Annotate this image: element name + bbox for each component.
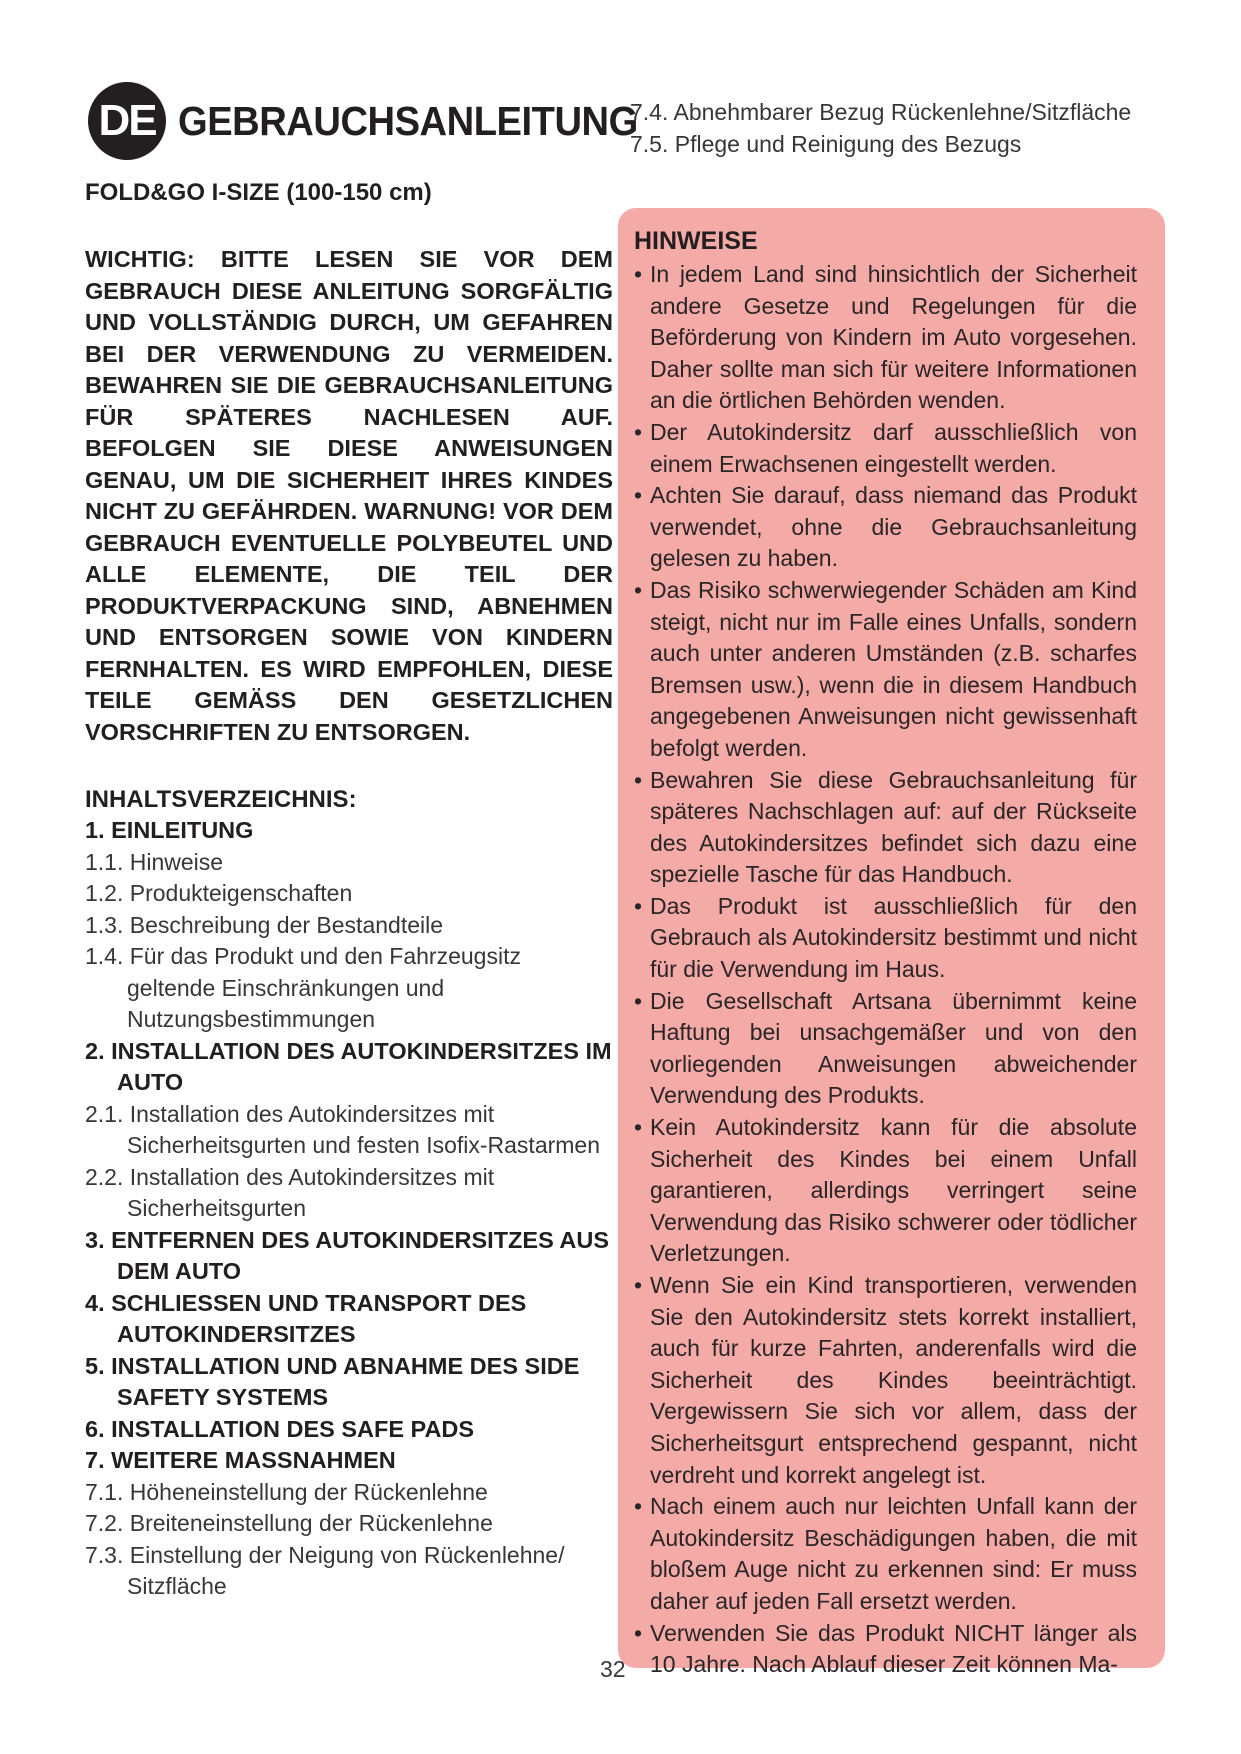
- notice-item-text: Verwenden Sie das Produkt NICHT länger als 10 Jahre. Nach Ablauf dieser Zeit können Ma-: [650, 1619, 1137, 1678]
- page-header: [88, 82, 672, 160]
- notice-item-text: Nach einem auch nur leichten Unfall kann der Autokindersitz Beschädigungen haben, die mit bloßem Auge nicht zu erkennen sind: Er muss daher auf jeden Fall ersetzt werden.: [650, 1493, 1137, 1614]
- notice-item: [634, 986, 1137, 1112]
- notice-box: [618, 208, 1165, 1678]
- notice-item-text: Der Autokindersitz darf ausschließlich von einem Erwachsenen eingestellt werden.: [650, 418, 1137, 477]
- bullet-icon: •: [634, 482, 643, 509]
- toc-subsection: 1.1. Hinweise: [85, 848, 224, 875]
- left-column: [85, 178, 613, 1603]
- toc-title: INHALTSVERZEICHNIS:: [85, 786, 357, 813]
- page-title: GEBRAUCHSANLEITUNG: [178, 97, 638, 144]
- toc-section: 3. ENTFERNEN DES AUTOKINDERSITZES AUS DEM AUTO: [85, 1226, 610, 1284]
- bullet-icon: •: [634, 1493, 643, 1520]
- notice-item: [634, 480, 1137, 575]
- notice-list: [634, 259, 1137, 1681]
- notice-item: [634, 1491, 1137, 1617]
- bullet-icon: •: [634, 576, 643, 603]
- notice-item: [634, 1618, 1137, 1681]
- toc-section: 4. SCHLIESSEN UND TRANSPORT DES AUTOKINDERSITZES: [85, 1289, 527, 1347]
- toc-continuation: [630, 97, 1150, 160]
- notice-title: HINWEISE: [634, 227, 758, 255]
- table-of-contents: [85, 815, 613, 1603]
- notice-item-text: Das Produkt ist ausschließlich für den Gebrauch als Autokindersitz bestimmt und nicht für die Verwendung im Haus.: [650, 892, 1137, 983]
- toc-subsection: 7.2. Breiteneinstellung der Rückenlehne: [85, 1510, 493, 1536]
- page-number: 32: [600, 1656, 626, 1682]
- toc-section: 2. INSTALLATION DES AUTOKINDERSITZES IM AUTO: [85, 1037, 612, 1095]
- notice-item: [634, 417, 1137, 480]
- notice-item: [634, 575, 1137, 765]
- notice-item: [634, 765, 1137, 891]
- notice-item-text: Wenn Sie ein Kind transportieren, verwenden Sie den Autokindersitz stets korrekt installiert, auch für kurze Fahrten, anderenfalls wird die Sicherheit des Kindes beeinträchtigt. Vergewissern Sie sich vor allem, dass der Sicherheitsgurt entsprechend gespannt, nicht verdreht und korrekt angelegt ist.: [650, 1272, 1137, 1488]
- toc-subsection: 1.3. Beschreibung der Bestandteile: [85, 911, 444, 938]
- bullet-icon: •: [634, 1272, 643, 1298]
- notice-item: [634, 1112, 1137, 1270]
- toc-subsection: 7.1. Höheneinstellung der Rückenlehne: [85, 1478, 488, 1505]
- bullet-icon: •: [634, 1114, 643, 1141]
- bullet-icon: •: [634, 418, 643, 445]
- bullet-icon: •: [634, 892, 643, 919]
- toc-subsection: 2.1. Installation des Autokindersitzes mit Sicherheitsgurten und festen Isofix-Rastarmen: [85, 1100, 601, 1158]
- bullet-icon: •: [634, 987, 643, 1014]
- toc-subsection: 2.2. Installation des Autokindersitzes mit Sicherheitsgurten: [85, 1163, 495, 1221]
- toc-section: 6. INSTALLATION DES SAFE PADS: [85, 1415, 475, 1442]
- notice-item-text: Achten Sie darauf, dass niemand das Produkt verwendet, ohne die Gebrauchsanleitung gelesen zu haben.: [650, 482, 1137, 572]
- toc-section: 7. WEITERE MASSNAHMEN: [85, 1447, 396, 1473]
- notice-item: [634, 1270, 1137, 1491]
- notice-item: [634, 891, 1137, 986]
- toc-section: 1. EINLEITUNG: [85, 817, 254, 843]
- notice-item: [634, 259, 1137, 417]
- notice-item-text: Kein Autokindersitz kann für die absolute Sicherheit des Kindes bei einem Unfall garantieren, allerdings verringert seine Verwendung das Risiko schwerer oder tödlicher Verletzungen.: [650, 1114, 1137, 1267]
- toc-subsection: 7.5. Pflege und Reinigung des Bezugs: [630, 130, 1022, 157]
- product-name: FOLD&GO I-SIZE (100-150 cm): [85, 179, 432, 206]
- toc-subsection: 7.4. Abnehmbarer Bezug Rückenlehne/Sitzfläche: [630, 99, 1132, 125]
- toc-subsection: 1.2. Produkteigenschaften: [85, 880, 353, 906]
- bullet-icon: •: [634, 261, 643, 287]
- bullet-icon: •: [634, 1619, 643, 1646]
- notice-item-text: In jedem Land sind hinsichtlich der Sicherheit andere Gesetze und Regelungen für die Beförderung von Kindern im Auto vorgesehen. Daher sollte man sich für weitere Informationen an die örtlichen Behörden wenden.: [650, 261, 1137, 414]
- notice-item-text: Das Risiko schwerwiegender Schäden am Kind steigt, nicht nur im Falle eines Unfalls, sondern auch unter anderen Umständen (z.B. scharfes Bremsen usw.), wenn die in diesem Handbuch angegebenen Anweisungen nicht gewissenhaft befolgt werden.: [650, 576, 1137, 761]
- language-badge: DE: [88, 82, 166, 160]
- notice-item-text: Die Gesellschaft Artsana übernimmt keine Haftung bei unsachgemäßer und von den vorliegenden Anweisungen abweichender Verwendung des Produkts.: [650, 987, 1137, 1109]
- bullet-icon: •: [634, 766, 643, 793]
- toc-subsection: 7.3. Einstellung der Neigung von Rückenlehne/ Sitzfläche: [85, 1541, 565, 1599]
- toc-subsection: 1.4. Für das Produkt und den Fahrzeugsitz geltende Einschränkungen und Nutzungsbestimmungen: [85, 943, 521, 1032]
- toc-section: 5. INSTALLATION UND ABNAHME DES SIDE SAFETY SYSTEMS: [85, 1352, 580, 1410]
- notice-item-text: Bewahren Sie diese Gebrauchsanleitung für späteres Nachschlagen auf: auf der Rückseite des Autokindersitzes befindet sich dazu eine spezielle Tasche für das Handbuch.: [650, 766, 1137, 888]
- warning-text: WICHTIG: BITTE LESEN SIE VOR DEM GEBRAUCH DIESE ANLEITUNG SORGFÄLTIG UND VOLLSTÄNDIG DURCH, UM GEFAHREN BEI DER VERWENDUNG ZU VERMEIDEN. BEWAHREN SIE DIE GEBRAUCHSANLEITUNG FÜR SPÄTERES NACHLESEN AUF. BEFOLGEN SIE DIESE ANWEISUNGEN GENAU, UM DIE SICHERHEIT IHRES KINDES NICHT ZU GEFÄHRDEN. WARNUNG! VOR DEM GEBRAUCH EVENTUELLE POLYBEUTEL UND ALLE ELEMENTE, DIE TEIL DER PRODUKTVERPACKUNG SIND, ABNEHMEN UND ENTSORGEN SOWIE VON KINDERN FERNHALTEN. ES WIRD EMPFOHLEN, DIESE TEILE GEMÄSS DEN GESETZLICHEN VORSCHRIFTEN ZU ENTSORGEN.: [85, 246, 613, 745]
